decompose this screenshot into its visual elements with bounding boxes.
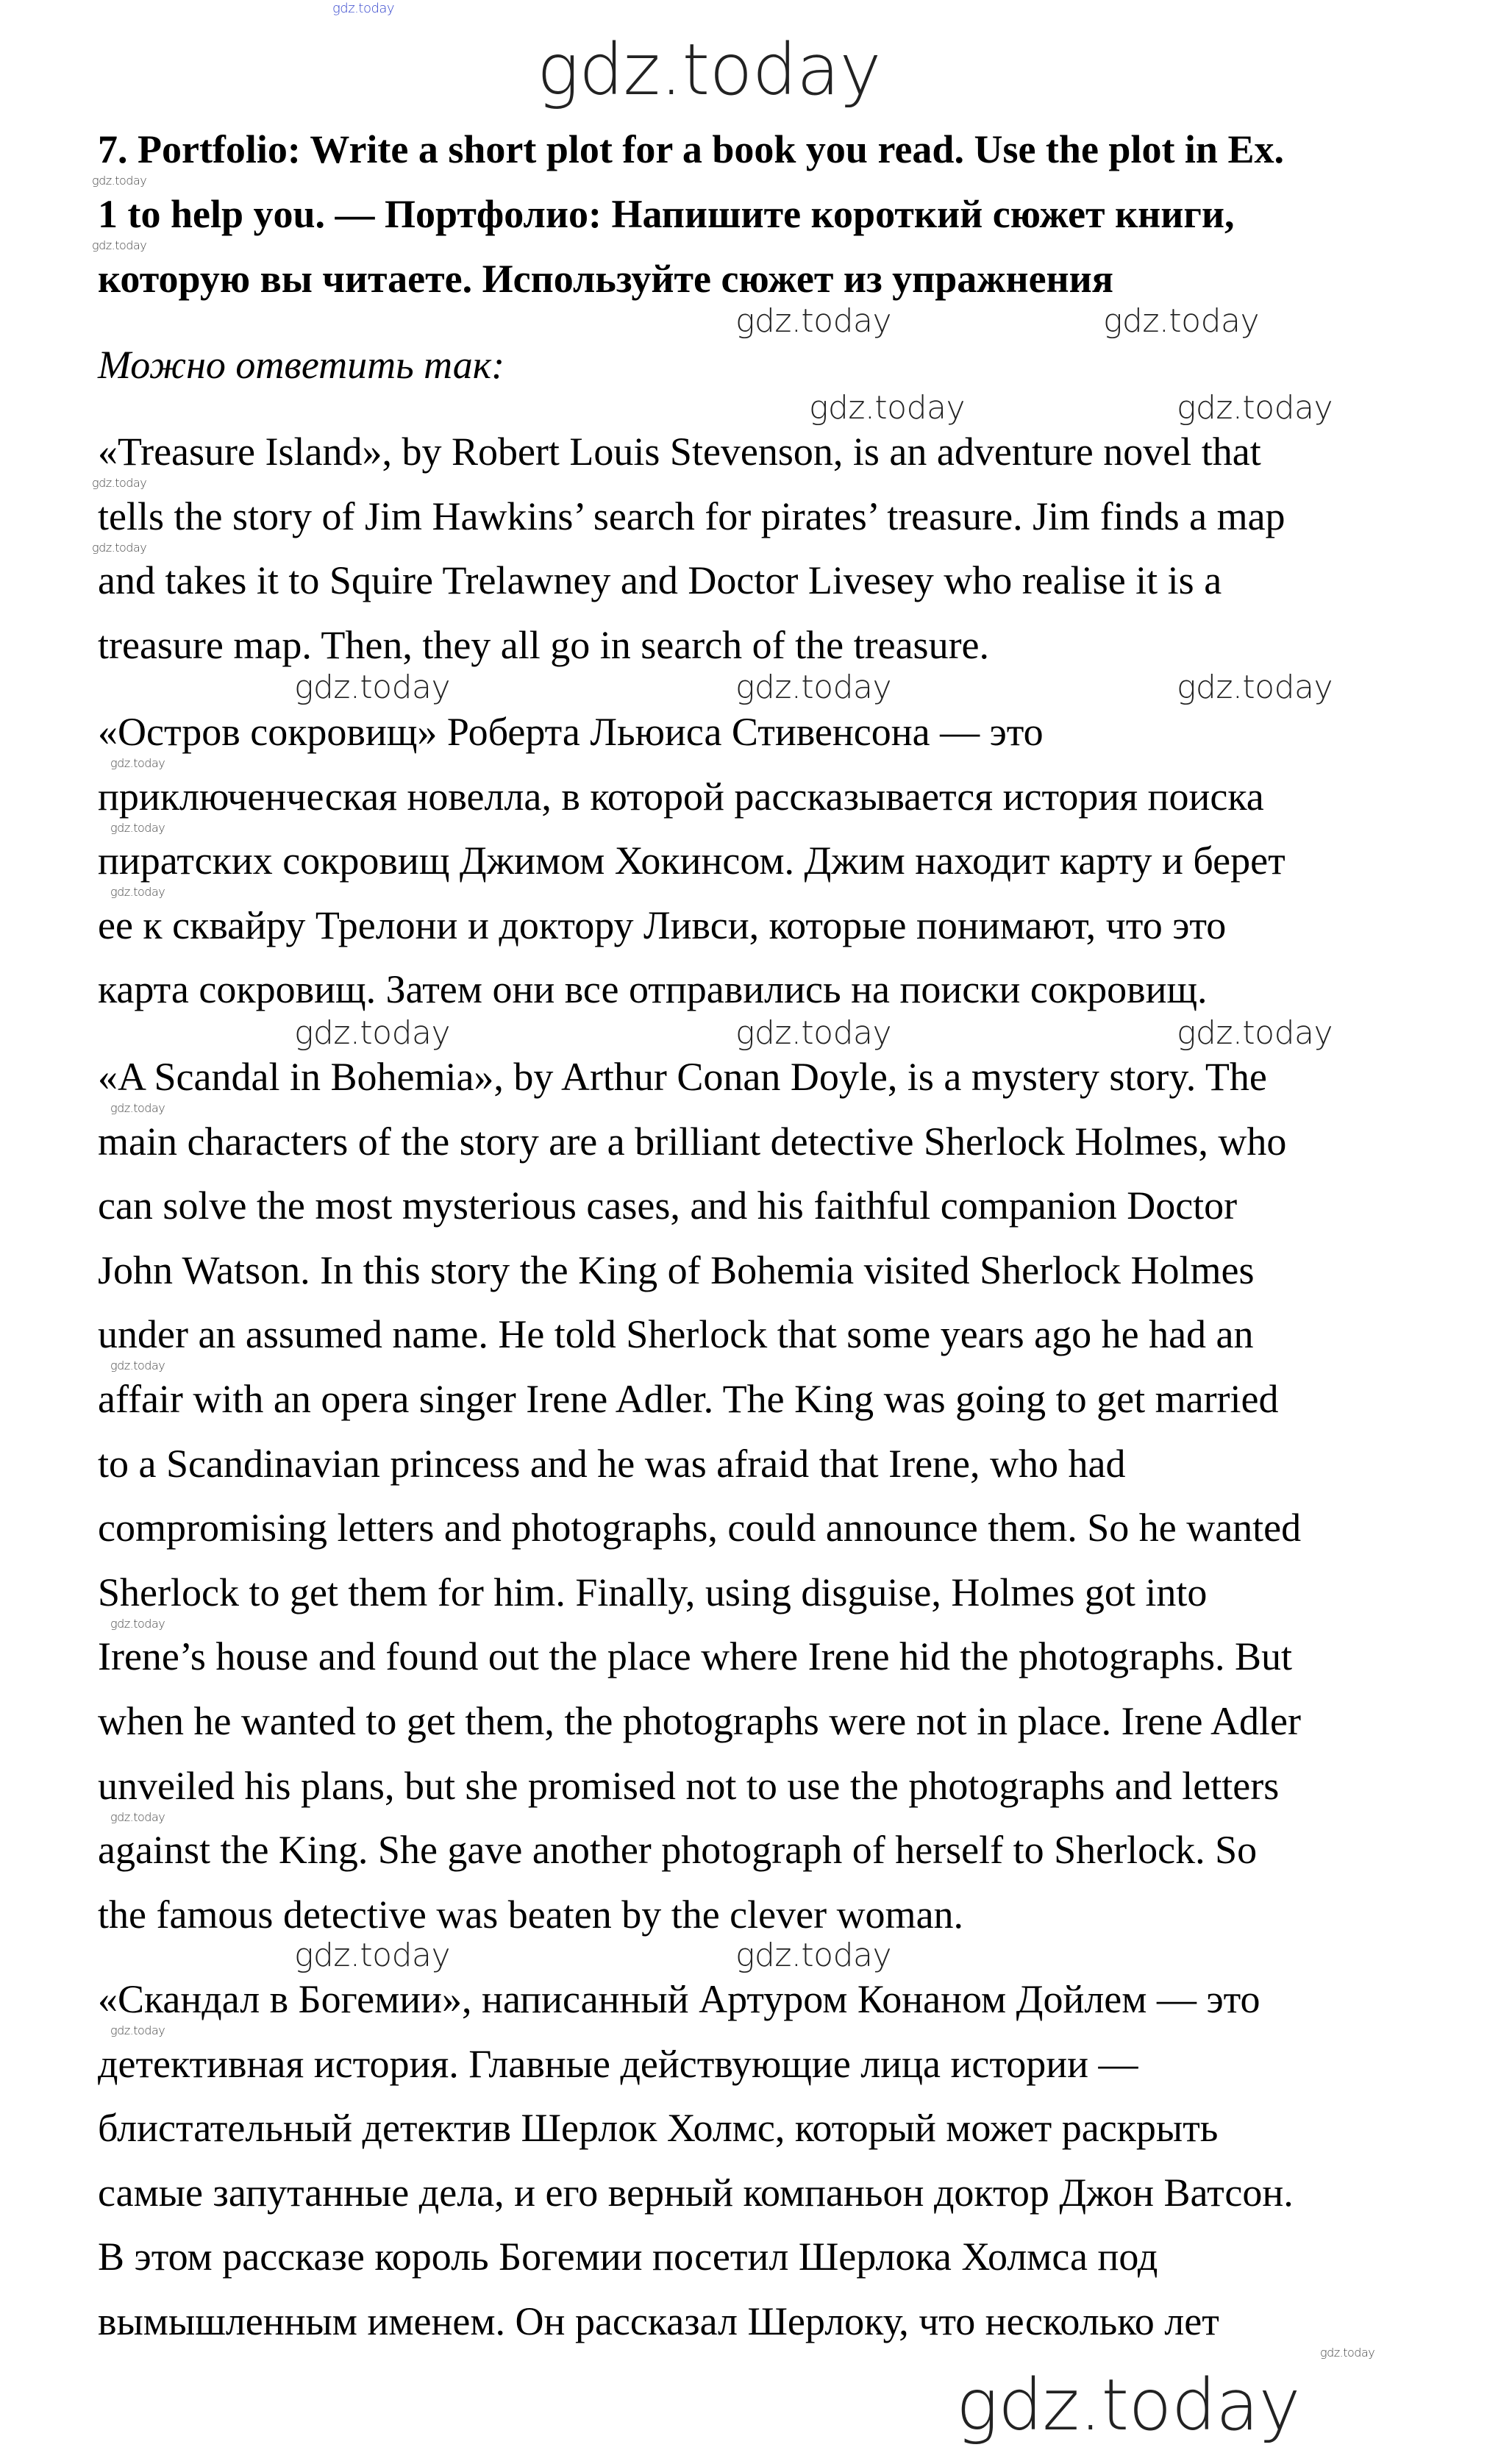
exercise-heading-line: 1 to help you. — Портфолио: Напишите короткий сюжет книги, [98,192,1235,236]
watermark: gdz.today [92,476,147,490]
paragraph-line: against the King. She gave another photograph of herself to Sherlock. So [98,1828,1258,1873]
paragraph-line: compromising letters and photographs, could announce them. So he wanted [98,1506,1302,1550]
watermark: gdz.today [92,238,147,252]
paragraph-line: tells the story of Jim Hawkins’ search for pirates’ treasure. Jim finds a map [98,494,1285,538]
watermark: gdz.today [92,541,147,555]
watermark: gdz.today [110,1810,165,1824]
paragraph-line: can solve the most mysterious cases, and his faithful companion Doctor [98,1183,1238,1228]
watermark: gdz.today [110,2023,165,2037]
watermark: gdz.today [735,1937,892,1974]
paragraph-line: treasure map. Then, they all go in search of the treasure. [98,622,990,667]
paragraph-line: самые запутанные дела, и его верный компаньон доктор Джон Ватсон. [98,2170,1294,2215]
paragraph-line: приключенческая новелла, в которой рассказывается история поиска [98,774,1264,819]
paragraph-line: блистательный детектив Шерлок Холмс, который может раскрыть [98,2106,1219,2151]
watermark: gdz.today [735,669,892,706]
exercise-heading-line: 7. Portfolio: Write a short plot for a book you read. Use the plot in Ex. [98,127,1284,171]
paragraph-line: main characters of the story are a brilliant detective Sherlock Holmes, who [98,1119,1287,1164]
paragraph-line: Irene’s house and found out the place where Irene hid the photographs. But [98,1634,1293,1679]
paragraph-line: вымышленным именем. Он рассказал Шерлоку, что несколько лет [98,2299,1219,2343]
watermark: gdz.today [110,756,165,770]
paragraph-line: when he wanted to get them, the photographs were not in place. Irene Adler [98,1699,1301,1743]
paragraph-line: «Treasure Island», by Robert Louis Stevenson, is an adventure novel that [98,430,1261,474]
watermark: gdz.today [1177,669,1333,706]
watermark: gdz.today [110,1101,165,1115]
watermark: gdz.today [1103,302,1260,340]
paragraph-line: ее к сквайру Трелони и доктору Ливси, которые понимают, что это [98,902,1227,947]
paragraph-line: unveiled his plans, but she promised not to use the photographs and letters [98,1763,1280,1808]
watermark: gdz.today [294,1014,451,1052]
paragraph-line: the famous detective was beaten by the clever woman. [98,1892,964,1937]
paragraph-line: to a Scandinavian princess and he was afraid that Irene, who had [98,1441,1126,1486]
paragraph-line: В этом рассказе король Богемии посетил Шерлока Холмса под [98,2235,1158,2279]
paragraph-line: «Скандал в Богемии», написанный Артуром Конаном Дойлем — это [98,1977,1260,2021]
answer-intro: Можно ответить так: [98,343,505,387]
watermark: gdz.today [537,29,881,111]
watermark: gdz.today [1177,1014,1333,1052]
watermark: gdz.today [956,2364,1300,2446]
watermark: gdz.today [110,821,165,835]
watermark: gdz.today [92,174,147,188]
paragraph-line: «A Scandal in Bohemia», by Arthur Conan Doyle, is a mystery story. The [98,1055,1267,1099]
watermark: gdz.today [735,302,892,340]
paragraph-line: and takes it to Squire Trelawney and Doctor Livesey who realise it is a [98,558,1222,603]
watermark: gdz.today [110,1617,165,1631]
paragraph-line: «Остров сокровищ» Роберта Льюиса Стивенсона — это [98,710,1044,754]
paragraph-line: affair with an opera singer Irene Adler. The King was going to get married [98,1377,1279,1421]
paragraph-line: пиратских сокровищ Джимом Хокинсом. Джим находит карту и берет [98,838,1285,883]
watermark: gdz.today [110,1359,165,1372]
watermark: gdz.today [110,885,165,899]
paragraph-line: under an assumed name. He told Sherlock that some years ago he had an [98,1312,1254,1357]
watermark: gdz.today [294,1937,451,1974]
paragraph-line: карта сокровищ. Затем они все отправились на поиски сокровищ. [98,967,1208,1012]
watermark: gdz.today [1177,389,1333,427]
watermark: gdz.today [735,1014,892,1052]
watermark: gdz.today [1320,2346,1375,2360]
watermark: gdz.today [332,1,395,16]
watermark: gdz.today [809,389,966,427]
paragraph-line: John Watson. In this story the King of Bohemia visited Sherlock Holmes [98,1247,1255,1292]
paragraph-line: детективная история. Главные действующие лица истории — [98,2041,1138,2086]
exercise-heading-line: которую вы читаете. Используйте сюжет из упражнения [98,257,1113,301]
watermark: gdz.today [294,669,451,706]
paragraph-line: Sherlock to get them for him. Finally, using disguise, Holmes got into [98,1570,1208,1614]
